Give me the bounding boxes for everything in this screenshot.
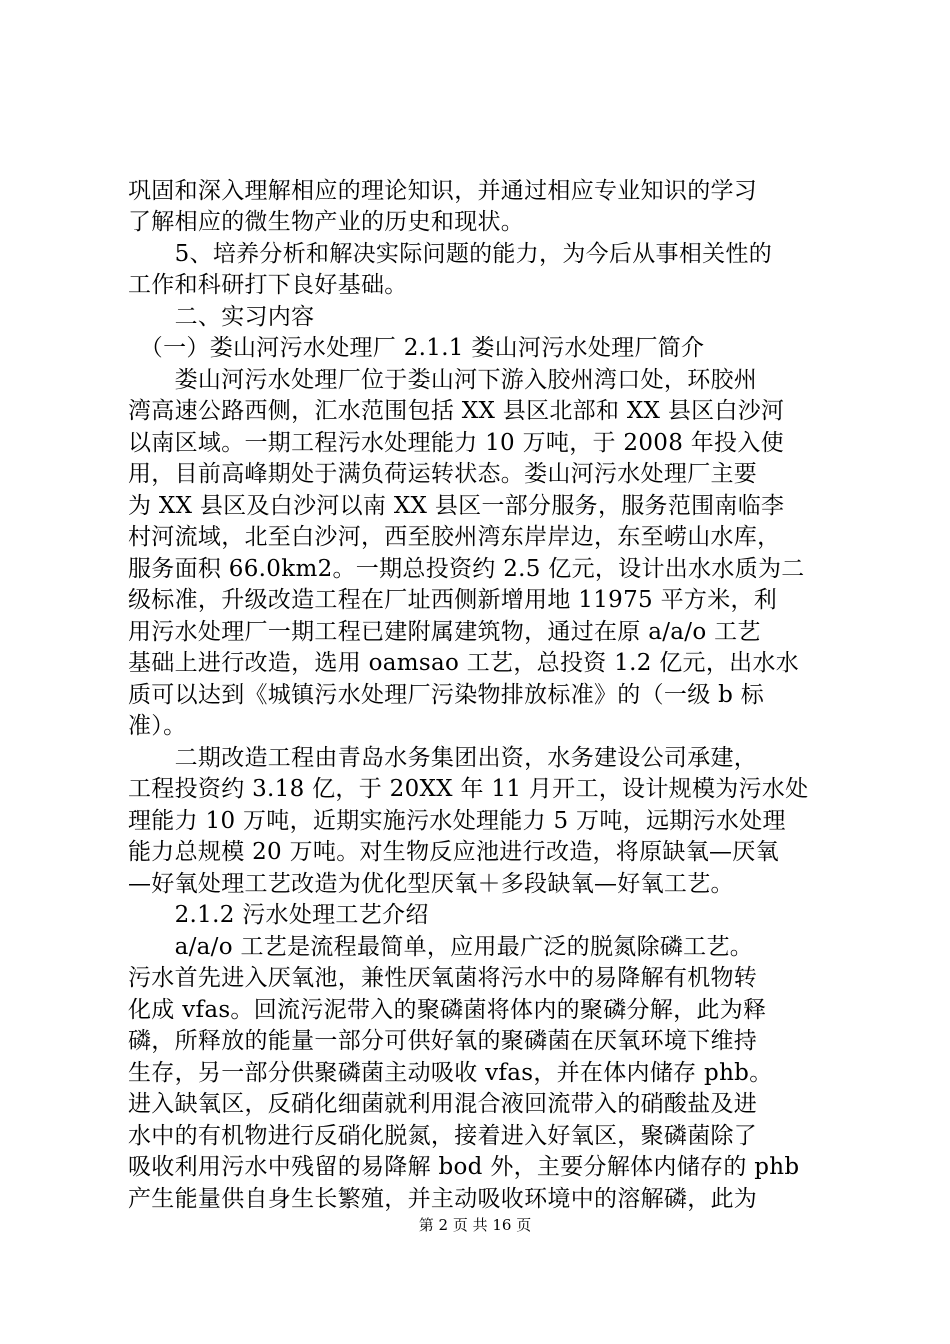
text-line: 湾高速公路西侧，汇水范围包括 XX 县区北部和 XX 县区白沙河: [128, 398, 785, 424]
text-line: 生存，另一部分供聚磷菌主动吸收 vfas，并在体内储存 phb。: [128, 1060, 773, 1086]
section-heading: 二、实习内容: [128, 304, 315, 330]
text-line: 产生能量供自身生长繁殖，并主动吸收环境中的溶解磷，此为: [128, 1186, 758, 1212]
text-line: 进入缺氧区，反硝化细菌就利用混合液回流带入的硝酸盐及进: [128, 1091, 758, 1117]
text-line: 污水首先进入厌氧池，兼性厌氧菌将污水中的易降解有机物转: [128, 965, 758, 991]
text-line: 服务面积 66.0km2。一期总投资约 2.5 亿元，设计出水水质为二: [128, 556, 805, 582]
subsection-heading: （一）娄山河污水处理厂 2.1.1 娄山河污水处理厂简介: [128, 335, 705, 361]
text-line: a/a/o 工艺是流程最简单，应用最广泛的脱氮除磷工艺。: [128, 934, 754, 960]
text-line: 基础上进行改造，选用 oamsao 工艺，总投资 1.2 亿元，出水水: [128, 650, 800, 676]
text-line: 质可以达到《城镇污水处理厂污染物排放标准》的（一级 b 标: [128, 682, 765, 708]
text-line: 娄山河污水处理厂位于娄山河下游入胶州湾口处，环胶州: [128, 367, 758, 393]
text-line: 吸收利用污水中残留的易降解 bod 外，主要分解体内储存的 phb: [128, 1154, 800, 1180]
subsection-heading: 2.1.2 污水处理工艺介绍: [128, 902, 429, 928]
text-line: 二期改造工程由青岛水务集团出资，水务建设公司承建，: [128, 745, 758, 771]
text-line: 能力总规模 20 万吨。对生物反应池进行改造，将原缺氧—厌氧: [128, 839, 779, 865]
text-line: 磷，所释放的能量一部分可供好氧的聚磷菌在厌氧环境下维持: [128, 1028, 758, 1054]
text-line: 理能力 10 万吨，近期实施污水处理能力 5 万吨，远期污水处理: [128, 808, 786, 834]
text-line: —好氧处理工艺改造为优化型厌氧＋多段缺氧—好氧工艺。: [128, 871, 734, 897]
text-line: 用，目前高峰期处于满负荷运转状态。娄山河污水处理厂主要: [128, 461, 758, 487]
text-line: 巩固和深入理解相应的理论知识，并通过相应专业知识的学习: [128, 178, 758, 204]
text-line: 为 XX 县区及白沙河以南 XX 县区一部分服务，服务范围南临李: [128, 493, 785, 519]
text-line: 水中的有机物进行反硝化脱氮，接着进入好氧区，聚磷菌除了: [128, 1123, 758, 1149]
text-line: 工程投资约 3.18 亿，于 20XX 年 11 月开工，设计规模为污水处: [128, 776, 809, 802]
text-line: 以南区域。一期工程污水处理能力 10 万吨，于 2008 年投入使: [128, 430, 784, 456]
page-number-footer: 第 2 页 共 16 页: [418, 1216, 532, 1234]
text-line: 准）。: [128, 713, 187, 739]
text-line: 工作和科研打下良好基础。: [128, 272, 408, 298]
text-line: 用污水处理厂一期工程已建附属建筑物，通过在原 a/a/o 工艺: [128, 619, 761, 645]
text-line: 级标准，升级改造工程在厂址西侧新增用地 11975 平方米，利: [128, 587, 778, 613]
text-line: 5、培养分析和解决实际问题的能力，为今后从事相关性的: [128, 241, 773, 267]
text-line: 了解相应的微生物产业的历史和现状。: [128, 209, 525, 235]
text-line: 化成 vfas。回流污泥带入的聚磷菌将体内的聚磷分解，此为释: [128, 997, 767, 1023]
text-line: 村河流域，北至白沙河，西至胶州湾东岸岸边，东至崂山水库，: [128, 524, 781, 550]
